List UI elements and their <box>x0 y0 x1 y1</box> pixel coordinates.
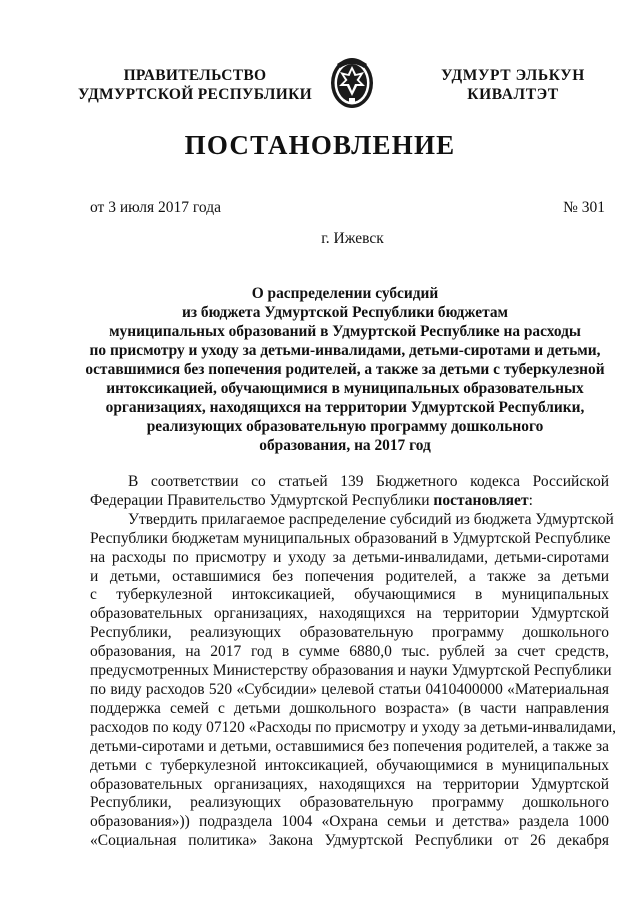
subject-line: по присмотру и уходу за детьми-инвалидами, детьми-сиротами и детьми, <box>89 342 601 359</box>
subject-line: муниципальных образований в Удмуртской Республике на расходы <box>109 323 581 340</box>
body-line: расходов по коду 07120 «Расходы по присмотру и уходу за детьми-инвалидами, <box>90 718 617 736</box>
document-subject <box>60 284 630 455</box>
document-title: ПОСТАНОВЛЕНИЕ <box>184 130 456 160</box>
body-line: Утвердить прилагаемое распределение субсидий из бюджета Удмуртской <box>128 510 614 528</box>
body-text: : <box>528 491 533 509</box>
org-name-russian <box>70 66 320 104</box>
body-line: образования, на 2017 год в сумме 6880,0 тыс. рублей за счет средств, <box>90 643 609 661</box>
body-line: В соответствии со статьей 139 Бюджетного кодекса Российской <box>128 473 609 490</box>
body-line <box>90 492 609 511</box>
org-name-line: КИВАЛТЭТ <box>467 86 559 103</box>
body-bold-text: постановляет <box>433 491 529 509</box>
body-line: предусмотренных Министерству образования и науки Удмуртской Республики <box>90 662 612 680</box>
body-line: образовательных организациях, находящихся на территории Удмуртской <box>90 775 609 793</box>
org-name-udmurt <box>418 66 608 104</box>
body-line: поддержка семей с детьми дошкольного возраста» (в части направления <box>90 699 609 717</box>
body-line: на расходы по присмотру и уходу за детьми-инвалидами, детьми-сиротами <box>90 548 609 566</box>
body-text: Федерации Правительство Удмуртской Республики <box>90 491 434 509</box>
udmurt-coat-of-arms-icon <box>329 56 375 110</box>
body-line: по виду расходов 520 «Субсидии» целевой статьи 0410400000 «Материальная <box>90 680 609 698</box>
body-line: Республики, реализующих образовательную программу дошкольного <box>90 794 609 812</box>
body-line: образования»)) подраздела 1004 «Охрана семьи и детства» раздела 1000 <box>90 813 609 831</box>
body-line: Республики бюджетам муниципальных образований в Удмуртской Республике <box>90 529 611 547</box>
subject-line: интоксикацией, обучающимися в муниципальных образовательных <box>106 380 584 397</box>
body-line: Республики, реализующих образовательную программу дошкольного <box>90 624 609 642</box>
subject-line: О распределении субсидий <box>251 285 439 302</box>
org-name-line: УДМУРТ ЭЛЬКУН <box>441 67 585 84</box>
document-body <box>90 473 617 851</box>
body-line: образовательных организациях, находящихся на территории Удмуртской <box>90 605 609 623</box>
body-line: и детьми, оставшимися без попечения родителей, а также за детьми <box>90 567 609 585</box>
subject-line: образования, на 2017 год <box>259 437 431 454</box>
document-city: г. Ижевск <box>321 230 384 247</box>
document-header <box>0 0 640 120</box>
subject-line: из бюджета Удмуртской Республики бюджетам <box>181 304 508 321</box>
document-number: № 301 <box>563 199 605 216</box>
org-name-line: ПРАВИТЕЛЬСТВО <box>123 67 267 84</box>
subject-line: организациях, находящихся на территории Удмуртской Республики, <box>105 399 585 416</box>
subject-line: оставшимися без попечения родителей, а также за детьми с туберкулезной <box>85 361 605 378</box>
body-line: «Социальная политика» Закона Удмуртской Республики от 26 декабря <box>90 832 609 850</box>
body-line: детьми с туберкулезной интоксикацией, обучающимися в муниципальных <box>90 756 609 774</box>
subject-line: реализующих образовательную программу дошкольного <box>146 418 544 435</box>
org-name-line: УДМУРТСКОЙ РЕСПУБЛИКИ <box>77 86 312 103</box>
document-date: от 3 июля 2017 года <box>90 199 221 216</box>
body-line: детьми-сиротами и детьми, оставшимися без попечения родителей, а также за <box>90 737 609 755</box>
body-line: с туберкулезной интоксикацией, обучающимися в муниципальных <box>90 586 609 604</box>
